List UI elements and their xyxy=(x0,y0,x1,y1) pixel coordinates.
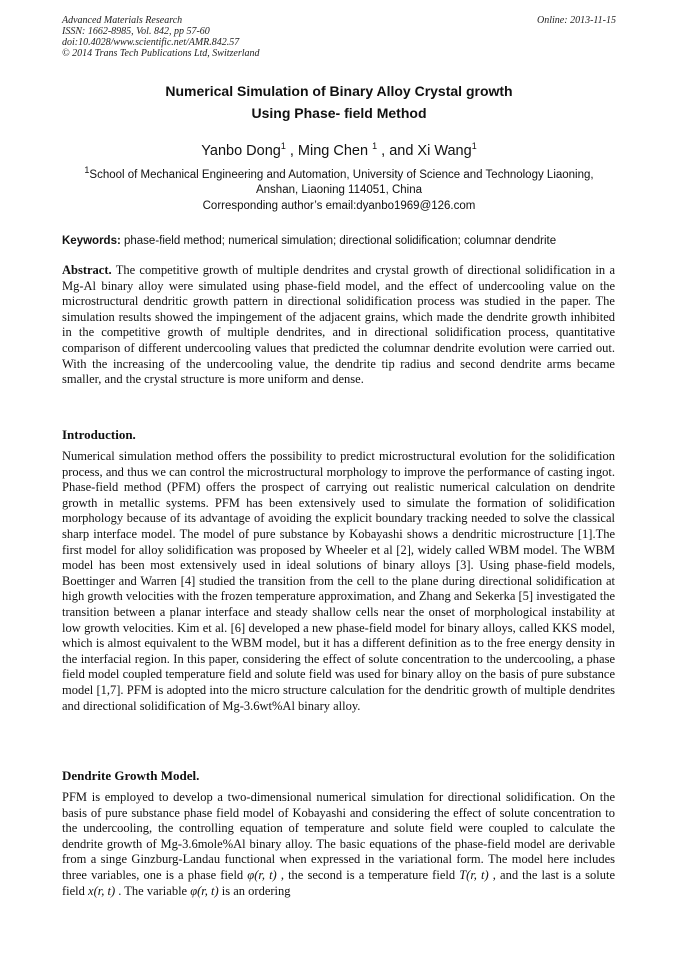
keywords xyxy=(62,234,616,249)
online-date: Online: 2013-11-15 xyxy=(537,15,616,26)
phase-field-symbol: φ(r, t) xyxy=(247,867,277,882)
abstract xyxy=(62,263,615,388)
keywords-text: phase-field method; numerical simulation; directional solidification; columnar dendrite xyxy=(120,235,557,247)
affiliation xyxy=(62,163,616,198)
corresponding-author: Corresponding author’s email:dyanbo1969@126.com xyxy=(202,200,476,212)
author-3: , and Xi Wang xyxy=(377,142,472,159)
affiliation-line-1: School of Mechanical Engineering and Automation, University of Science and Technology Liaoning, xyxy=(89,168,594,181)
author-1: Yanbo Dong xyxy=(201,142,281,159)
author-3-affil: 1 xyxy=(471,141,477,151)
abstract-text: The competitive growth of multiple dendrites and crystal growth of directional solidification in a Mg-Al binary alloy were simulated using phase-field model, and the effect of undercooling value on the microstructural dendritic growth pattern in directional solidification process was studied in the paper. The simulation results showed the impingement of the adjacent grains, which made the dendrite growth inhibited in the competitive growth of multiple dendrites, and in directional solidification process, quantitative comparison of different undercooling values that predicted the columnar dendrite evolution were carried out. With the increasing of the undercooling value, the dendrite tip radius and second dendrite arms became smaller, and the crystal structure is more uniform and dense. xyxy=(62,263,615,387)
issn-line: ISSN: 1662-8985, Vol. 842, pp 57-60 xyxy=(62,26,210,37)
introduction-heading: Introduction. xyxy=(62,427,136,442)
paper-title xyxy=(62,82,616,122)
copyright-line: © 2014 Trans Tech Publications Ltd, Switzerland xyxy=(62,48,260,59)
phase-field-symbol-2: φ(r, t) xyxy=(190,883,219,898)
author-list xyxy=(62,137,616,160)
affiliation-line-2: Anshan, Liaoning 114051, China xyxy=(255,183,423,196)
title-line-2: Using Phase- field Method xyxy=(251,105,427,121)
title-line-1: Numerical Simulation of Binary Alloy Crystal growth xyxy=(165,83,513,99)
introduction-text: Numerical simulation method offers the possibility to predict microstructural evolution for the solidification process, and thus we can control the microstructural morphology to improve the performance of casting ingot. Phase-field method (PFM) offers the prospect of carrying out realistic numerical calculation on dendrite growth in metallic systems. PFM has been extensively used to simulate the formation of solidification morphology because of its advantage of avoiding the explicit boundary tracking needed to solve the classical sharp interface model. The model of pure substance by Kobayashi shows a dendritic microstructure [1].The first model for alloy solidification was proposed by Wheeler et al [2], widely called WBM model. The WBM model has been most extensively used in ideal solutions of binary alloys [3]. Using phase-field models, Boettinger and Warren [4] studied the transition from the cell to the plane during directional solidification at high growth velocities with the frozen temperature approximation, and Zhang and Sekerka [5] investigated the transition between a planar interface and steady shallow cells near the onset of morphological instability at low growth velocities. Kim et al. [6] developed a new phase-field model for binary alloys, called KKS model, which is almost equivalent to the WBM model, but it has a different definition as to the free energy density in the interfacial region. In this paper, considering the effect of solute concentration to the undercooling, a phase field model coupled temperature field and solute field was used for binary alloy on the basis of pure substance model [1,7]. PFM is adopted into the micro structure calculation for the dendritic growth of multiple dendrites and directional solidification of Mg-3.6wt%Al binary alloy. xyxy=(62,449,615,713)
model-heading: Dendrite Growth Model. xyxy=(62,768,200,783)
affiliation-marker: 1 xyxy=(84,165,90,175)
model-text: PFM is employed to develop a two-dimensional numerical simulation for directional solidification. On the basis of pure substance phase field model of Kobayashi and considering the effect of solute concentration to the undercooling, the controlling equation of temperature and solute field were coupled to calculate the dendrite growth of Mg-3.6mole%Al binary alloy. The basic equations of the phase-field model are derivable from a singe Ginzburg-Landau functional when expressed in the variational form. The model here includes three variables, one is a phase field φ(r, t) , the second is a temperature field T(r, t) , and the last is a solute field x(r, t) . The variable φ(r, t) is an ordering xyxy=(62,790,615,898)
journal-header xyxy=(62,15,616,59)
keywords-label: Keywords: xyxy=(62,235,121,247)
doi-line: doi:10.4028/www.scientific.net/AMR.842.57 xyxy=(62,37,240,48)
solute-field-symbol: x(r, t) xyxy=(88,883,116,898)
journal-name: Advanced Materials Research xyxy=(62,15,183,26)
author-1-affil: 1 xyxy=(280,141,286,151)
author-2: , Ming Chen xyxy=(285,142,373,159)
temperature-field-symbol: T(r, t) xyxy=(459,867,489,882)
author-2-affil: 1 xyxy=(372,141,378,151)
abstract-label: Abstract. xyxy=(62,263,112,277)
